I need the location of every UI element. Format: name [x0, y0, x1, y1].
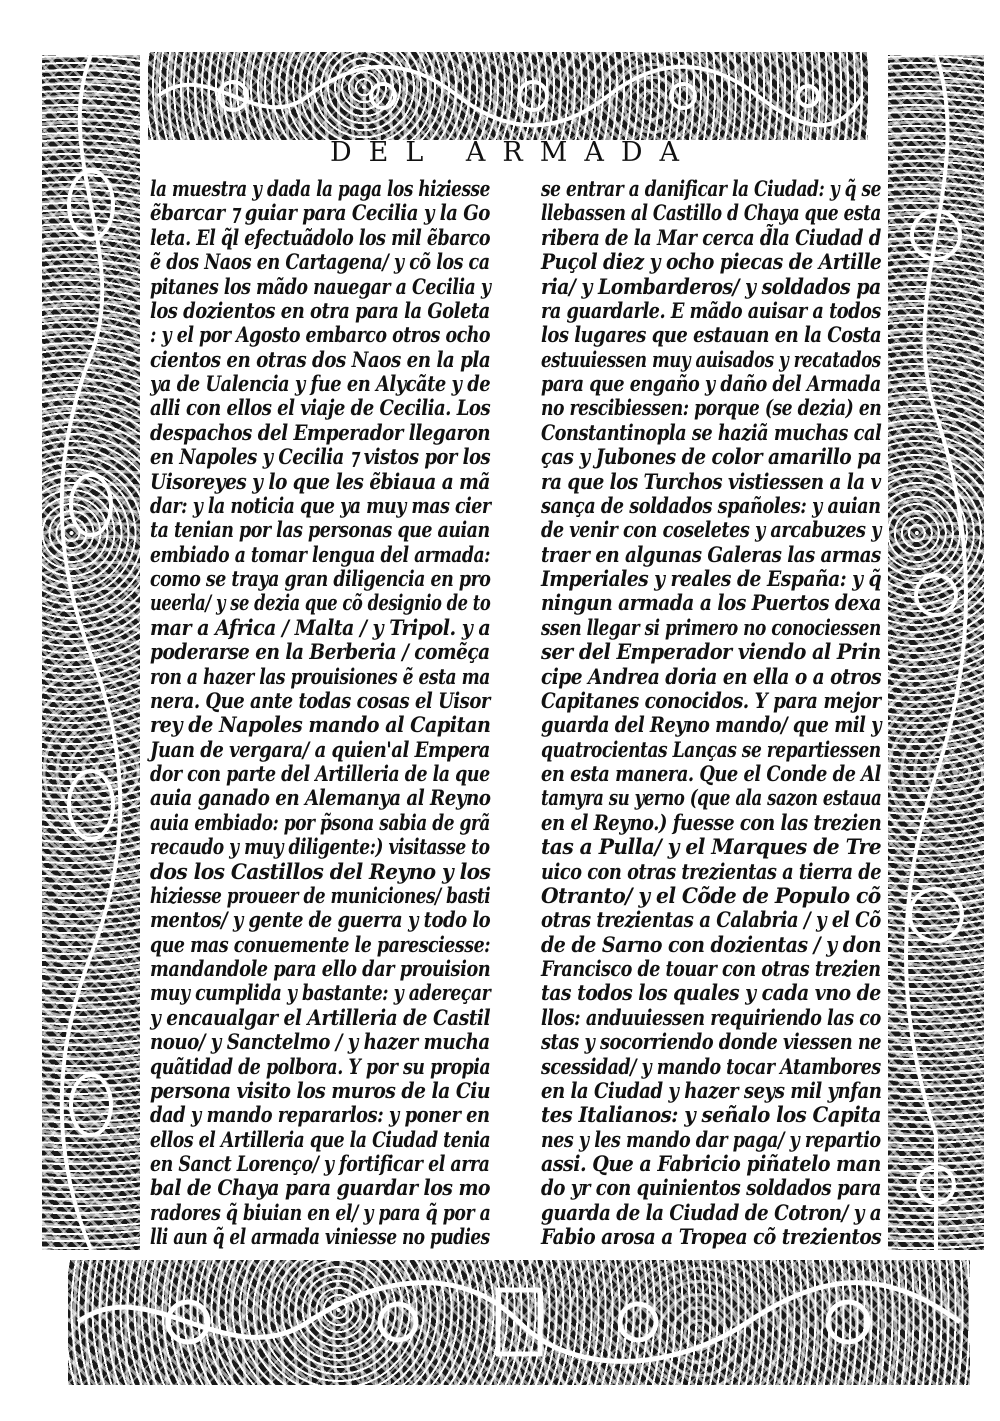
text-line: tas todos los quales y cada vno de	[541, 981, 881, 1007]
text-line: Puçol diez y ocho piecas de Artille	[541, 250, 882, 276]
text-line: la muestra y dada la paga los hiziesse	[150, 177, 490, 202]
text-line: ser del Emperador viendo al Prin	[541, 640, 881, 666]
text-line: ra que los Turchos vistiessen a la v	[541, 469, 881, 495]
text-line: de venir con coseletes y arcabuzes y	[541, 518, 881, 544]
text-line: llos: anduuiessen requiriendo las co	[541, 1005, 881, 1031]
text-line: Otranto/ y el Cõde de Populo cõ	[541, 883, 881, 909]
text-line: nouo/ y Sanctelmo / y hazer mucha	[150, 1030, 490, 1056]
text-line: ra guardarle. E mãdo auisar a todos	[541, 298, 881, 324]
text-line: en la Ciudad y hazer seys mil ynfan	[541, 1078, 882, 1104]
right-text-column	[541, 178, 881, 1251]
text-line: en el Reyno.) fuesse con las trezien	[541, 810, 882, 836]
text-line: ria/ y Lombarderos/ y soldados pa	[541, 274, 881, 300]
right-ornamental-border	[888, 55, 984, 1250]
text-line: dos los Castillos del Reyno y los	[150, 859, 491, 885]
text-line: alli con ellos el viaje de Cecilia. Los	[150, 396, 491, 422]
text-line: uico con otras trezientas a tierra de	[541, 859, 882, 885]
text-line: ellos el Artilleria que la Ciudad tenia	[150, 1127, 491, 1153]
text-line: : y el por Agosto embarco otros ocho	[150, 323, 491, 349]
text-line: Capitanes conocidos. Y para mejor	[541, 688, 881, 714]
text-line: cientos en otras dos Naos en la pla	[150, 347, 491, 373]
text-line: bal de Chaya para guardar los mo	[150, 1176, 490, 1202]
text-line: ẽ dos Naos en Cartagena/ y cõ los ca	[150, 250, 490, 276]
text-line: tamyra su yerno (que ala sazon estaua	[541, 786, 882, 812]
text-line: quatrocientas Lanças se repartiessen	[541, 737, 881, 763]
text-line: guarda de la Ciudad de Cotron/ y a	[541, 1200, 882, 1226]
text-line: guarda del Reyno mando/ que mil y	[541, 713, 882, 739]
text-line: tes Italianos: y señalo los Capita	[541, 1103, 882, 1129]
text-line: en Napoles y Cecilia ⁊ vistos por los	[150, 445, 491, 471]
text-line: embiado a tomar lengua del armada:	[150, 542, 491, 568]
text-line: ningun armada a los Puertos dexa	[541, 591, 881, 617]
text-line: ssen llegar si primero no conociessen	[541, 615, 881, 641]
text-line: Uisoreyes y lo que les ẽbiaua a mã	[150, 469, 490, 495]
text-line: mar a Africa / Malta / y Tripol. y a	[150, 615, 491, 641]
text-line: ta tenian por las personas que auian	[150, 518, 490, 544]
text-line: scessidad/ y mando tocar Atambores	[541, 1054, 881, 1080]
text-line: auia ganado en Alemanya al Reyno	[150, 786, 491, 812]
left-ornamental-border	[42, 55, 140, 1250]
text-line: auia embiado: por p̃sona sabia de grã	[150, 810, 490, 836]
text-line: Juan de vergara/ a quien'al Empera	[150, 737, 490, 763]
text-line: despachos del Emperador llegaron	[150, 420, 491, 446]
text-line: estuuiessen muy auisados y recatados	[541, 347, 881, 373]
bottom-ornamental-border	[68, 1260, 970, 1385]
text-line: persona visito los muros de la Ciu	[150, 1078, 491, 1104]
text-line: lli aun q̃ el armada viniesse no pudies	[150, 1225, 490, 1251]
text-line: mandandole para ello dar prouision	[150, 957, 491, 982]
text-line: como se traya gran diligencia en pro	[150, 567, 491, 592]
text-line: ueerla/ y se dezia que cõ designio de to	[150, 591, 491, 617]
text-line: ẽbarcar ⁊ guiar para Cecilia y la Go	[150, 201, 490, 227]
text-line: do yr con quinientos soldados para	[541, 1176, 881, 1202]
text-line: que mas conuemente le paresciesse:	[150, 932, 491, 958]
text-line: otras trezientas a Calabria / y el Cõ	[541, 908, 881, 934]
text-line: quãtidad de polbora. Y por su propia	[150, 1054, 491, 1080]
text-line: se entrar a danificar la Ciudad: y q̃ se	[541, 177, 882, 202]
top-scroll-ornament-icon	[148, 52, 868, 140]
text-line: assi. Que a Fabricio piñatelo man	[541, 1152, 881, 1177]
text-line: Fabio arosa a Tropea cõ trezientos	[541, 1225, 882, 1251]
text-line: en esta manera. Que el Conde de Al	[541, 762, 881, 787]
text-line: pitanes los mãdo nauegar a Cecilia y	[150, 274, 491, 300]
top-ornamental-border	[148, 52, 868, 140]
text-line: Constantinopla se haziã muchas cal	[541, 420, 882, 446]
text-line: llebassen al Castillo d Chaya que esta	[541, 201, 881, 227]
text-line: poderarse en la Berberia / comẽça	[150, 640, 490, 666]
text-line: ças y Jubones de color amarillo pa	[541, 445, 882, 471]
text-line: ron a hazer las prouisiones ẽ esta ma	[150, 664, 490, 690]
text-line: no rescibiessen: porque (se dezia) en	[541, 396, 882, 422]
text-line: en Sanct Lorenço/ y fortificar el arra	[150, 1152, 490, 1177]
running-head: DEL ARMADA	[330, 137, 696, 168]
text-line: traer en algunas Galeras las armas	[541, 542, 881, 568]
text-line: nera. Que ante todas cosas el Uisor	[150, 688, 490, 714]
text-line: Imperiales y reales de España: y q̃	[541, 567, 882, 592]
text-line: radores q̃ biuian en el/ y para q̃ por a	[150, 1200, 491, 1226]
text-line: sança de soldados spañoles: y auian	[541, 493, 881, 519]
text-line: hiziesse proueer de municiones/ basti	[150, 883, 491, 909]
text-line: leta. El q̃l efectuãdolo los mil ẽbarco	[150, 225, 490, 251]
text-line: rey de Napoles mando al Capitan	[150, 713, 491, 739]
text-line: cipe Andrea doria en ella o a otros	[541, 664, 882, 690]
text-line: los lugares que estauan en la Costa	[541, 323, 882, 349]
text-line: ribera de la Mar cerca d̃la Ciudad d	[541, 225, 881, 251]
text-line: Francisco de touar con otras trezien	[541, 957, 881, 982]
left-text-column	[150, 178, 490, 1251]
text-line: y encaualgar el Artilleria de Castil	[150, 1005, 491, 1031]
text-line: para que engaño y daño del Armada	[541, 372, 881, 397]
text-line: ya de Ualencia y fue en Alycãte y de	[150, 372, 491, 397]
left-foliage-ornament-icon	[42, 55, 140, 1250]
text-line: recaudo y muy diligente:) visitasse to	[150, 835, 490, 861]
text-line: stas y socorriendo donde viessen ne	[541, 1030, 882, 1056]
right-candelabra-ornament-icon	[888, 55, 984, 1250]
text-line: nes y les mando dar paga/ y repartio	[541, 1127, 881, 1153]
text-line: dar: y la noticia que ya muy mas cier	[150, 493, 491, 519]
bottom-dolphin-ornament-icon	[68, 1260, 970, 1385]
text-line: dad y mando repararlos: y poner en	[150, 1103, 490, 1129]
text-line: muy cumplida y bastante: y adereçar	[150, 981, 491, 1007]
text-line: los dozientos en otra para la Goleta	[150, 298, 490, 324]
text-line: mentos/ y gente de guerra y todo lo	[150, 908, 491, 934]
text-line: dor con parte del Artilleria de la que	[150, 762, 490, 787]
text-line: tas a Pulla/ y el Marques de Tre	[541, 835, 882, 861]
text-line: de de Sarno con dozientas / y don	[541, 932, 882, 958]
